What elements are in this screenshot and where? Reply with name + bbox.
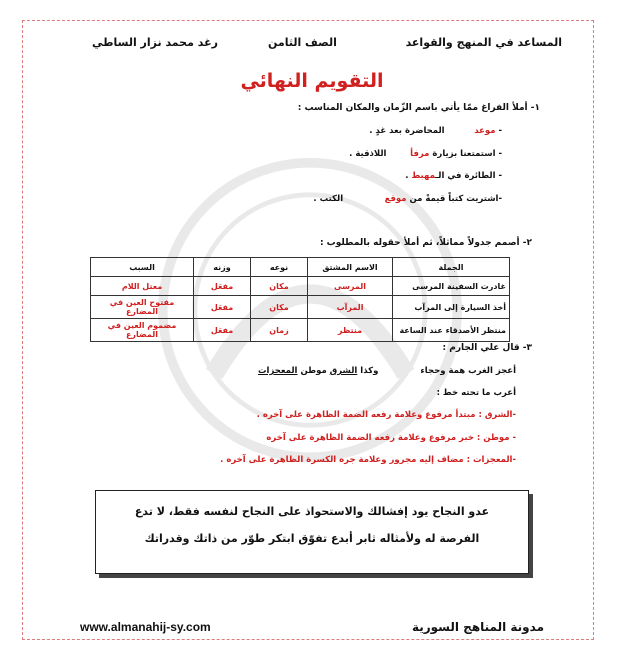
q3-prompt: ٣- قال علي الجارم :: [442, 343, 532, 353]
q3-answer-3: -المعجزات : مضاف إليه مجرور وعلامة جره الكسرة الظاهرة على آخره .: [220, 455, 516, 465]
table-cell: مفعَل: [194, 319, 251, 342]
header-subject: المساعد في المنهج والقواعد: [405, 36, 562, 49]
page-title: التقويم النهائي: [240, 70, 384, 92]
q1-rest-4: الكتب .: [313, 194, 344, 204]
table-cell: المرآب: [308, 296, 393, 319]
q2-table: [90, 257, 510, 342]
table-cell: معتل اللام: [91, 277, 194, 296]
quote-line-2: الفرصة له ولأمثاله ثابر أبدع تفوّق ابتكر طوّر من ذاتك وقدراتك: [144, 532, 480, 545]
table-header-row: [91, 258, 510, 277]
table-header: الاسم المشتق: [308, 258, 393, 277]
q1-prompt: ١- أملأ الفراغ ممّا يأتي باسم الزّمان والمكان المناسب :: [297, 103, 540, 113]
q3-verse-pre: وكذا: [360, 366, 379, 376]
q1-answer-2: مرفأ: [410, 149, 430, 159]
q3-verse-mid: موطن: [300, 366, 327, 376]
table-cell: مكان: [251, 277, 308, 296]
table-cell: زمان: [251, 319, 308, 342]
q1-pre-2: - استمتعنا بزيارة: [432, 149, 502, 159]
table-header: نوعه: [251, 258, 308, 277]
footer-blog: مدونة المناهج السورية: [411, 620, 544, 634]
table-cell: مفعَل: [194, 277, 251, 296]
q1-rest-1: المحاضرة بعد غدٍ .: [369, 126, 445, 136]
q1-item-2: [349, 149, 502, 159]
q1-answer-3: مهبط: [411, 171, 436, 181]
table-cell: مكان: [251, 296, 308, 319]
table-row: [91, 319, 510, 342]
table-cell: منتظر: [308, 319, 393, 342]
q1-item-4: [313, 194, 502, 204]
q3-answer-1: -الشرق : مبتدأ مرفوع وعلامة رفعه الضمة الظاهرة على آخره .: [256, 410, 516, 420]
table-cell: منتظر الأصدقاء عند الساعة: [393, 319, 510, 342]
header-author: رغد محمد نزار الساطي: [92, 36, 218, 49]
q1-pre-4: -اشتريت كتباً قيمةً من: [409, 194, 502, 204]
q3-answer-2: - موطن : خبر مرفوع وعلامة رفعه الضمة الظاهرة على آخره: [266, 433, 516, 443]
table-header: وزنه: [194, 258, 251, 277]
q1-item-3: [405, 171, 502, 181]
table-row: [91, 277, 510, 296]
quote-box: [95, 490, 529, 574]
q3-instruction: أعرب ما تحته خط :: [436, 388, 516, 398]
q1-rest-2: اللاذقية .: [349, 149, 387, 159]
header-grade: الصف الثامن: [268, 36, 337, 49]
table-header: السبب: [91, 258, 194, 277]
q1-answer-1: موعد: [474, 126, 496, 136]
table-header: الجملة: [393, 258, 510, 277]
q3-verse-right: أعجز الغرب همة وحجاء: [420, 366, 516, 376]
table-cell: مفعَل: [194, 296, 251, 319]
table-cell: مفتوح العين في المضارع: [91, 296, 194, 319]
q1-item-1: - موعد المحاضرة بعد غدٍ .: [369, 126, 502, 136]
q3-verse-underlined-1: الشرق: [329, 366, 358, 376]
table-row: [91, 296, 510, 319]
q1-answer-4: موقع: [384, 194, 407, 204]
table-cell: أخذ السيارة إلى المرآب: [393, 296, 510, 319]
table-cell: مضموم العين في المضارع: [91, 319, 194, 342]
footer-website[interactable]: www.almanahij-sy.com: [80, 620, 211, 634]
q1-rest-3: .: [405, 171, 409, 181]
table-cell: المرسى: [308, 277, 393, 296]
q3-verse-left: [258, 366, 378, 376]
q3-verse-underlined-2: المعجزات: [258, 366, 298, 376]
q1-pre-3: - الطائرة في الـ: [435, 171, 502, 181]
quote-line-1: عدو النجاح يود إفشالك والاستحواذ على النجاح لنفسه فقط، لا تدع: [134, 505, 490, 518]
table-cell: غادرت السفينة المرسى: [393, 277, 510, 296]
q2-prompt: ٢- أصمم جدولاً مماثلاً، ثم أملأ حقوله بالمطلوب :: [319, 238, 532, 248]
